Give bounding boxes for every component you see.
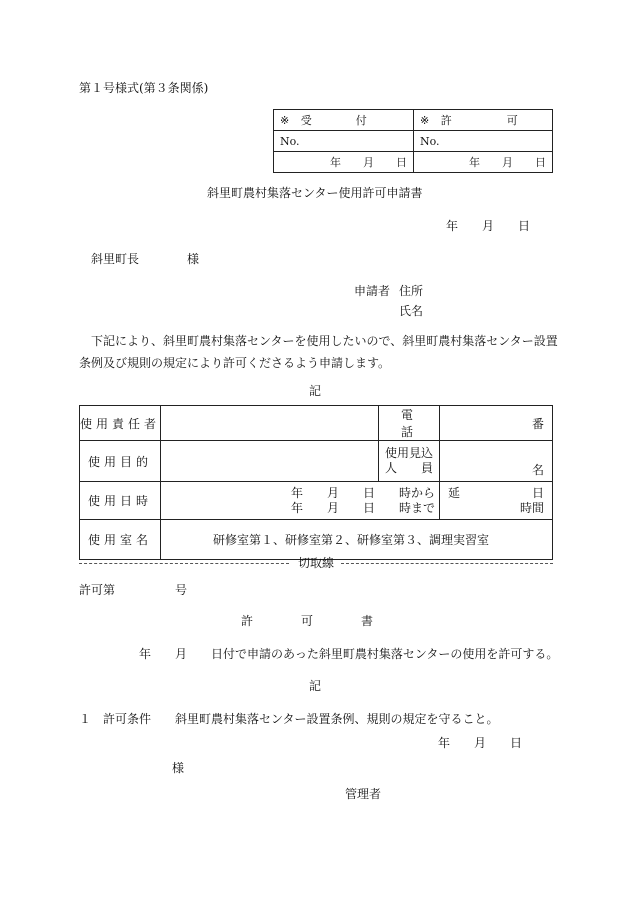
room-label: 使用室名 <box>80 520 161 560</box>
ki-heading-2: 記 <box>309 679 322 693</box>
application-details-table <box>79 405 553 560</box>
applicant-name-label: 氏名 <box>399 304 424 318</box>
duration-value <box>440 482 553 520</box>
duration-hours: 時間 <box>519 500 544 515</box>
receipt-date-right: 年 月 日 <box>414 152 553 173</box>
purpose-label: 使用目的 <box>80 441 161 482</box>
responsible-label: 使用責任者 <box>80 406 161 441</box>
expected-label-line-1: 使用見込 <box>384 446 433 460</box>
permit-number: 許可第 号 <box>79 583 188 597</box>
receipt-no-right: No. <box>414 131 553 152</box>
duration-nobe: 延 <box>448 485 461 500</box>
permit-body: 年 月 日付で申請のあった斜里町農村集落センターの使用を許可する。 <box>139 647 559 661</box>
applicant-label: 申請者 <box>354 284 391 298</box>
cut-line-label: 切取線 <box>298 556 335 570</box>
phone-label: 電 話 <box>379 406 440 441</box>
datetime-from: 年 月 日 時から <box>290 485 435 500</box>
permit-cell <box>414 110 553 131</box>
datetime-value <box>161 482 440 520</box>
phone-value: 番 <box>440 406 553 441</box>
datetime-label: 使用日時 <box>80 482 161 520</box>
application-date: 年 月 日 <box>446 219 531 233</box>
cut-line-left <box>79 563 289 564</box>
body-text-line-1: 下記により、斜里町農村集落センターを使用したいので、斜里町農村集落センター設置 <box>91 334 558 348</box>
received-cell <box>274 110 414 131</box>
received-label: 受 付 <box>300 114 367 127</box>
expected-attendance-value: 名 <box>440 441 553 482</box>
room-value: 研修室第１、研修室第２、研修室第３、調理実習室 <box>161 520 553 560</box>
applicant-address-label: 住所 <box>399 284 424 298</box>
datetime-until: 年 月 日 時まで <box>290 500 435 515</box>
purpose-value <box>161 441 379 482</box>
asterisk-mark: ※ <box>280 114 290 127</box>
expected-attendance-label <box>379 441 440 482</box>
manager-label: 管理者 <box>345 787 382 801</box>
ki-heading: 記 <box>309 384 322 398</box>
asterisk-mark: ※ <box>420 114 430 127</box>
permit-date: 年 月 日 <box>438 736 523 750</box>
body-text-line-2: 条例及び規則の規定により許可くださるよう申請します。 <box>79 356 391 370</box>
application-title: 斜里町農村集落センター使用許可申請書 <box>207 186 423 200</box>
addressee: 斜里町長 様 <box>91 252 200 266</box>
responsible-value <box>161 406 379 441</box>
expected-label-line-2: 人 員 <box>384 461 433 475</box>
cut-line-right <box>341 563 553 564</box>
permit-title: 許 可 書 <box>241 614 374 628</box>
receipt-box <box>273 109 553 173</box>
permit-condition: １ 許可条件 斜里町農村集落センター設置条例、規則の規定を守ること。 <box>79 712 499 726</box>
form-number: 第１号様式(第３条関係) <box>79 81 209 95</box>
permit-addressee: 様 <box>172 761 185 775</box>
receipt-no-left: No. <box>274 131 414 152</box>
duration-days: 日 <box>531 485 544 500</box>
receipt-date-left: 年 月 日 <box>274 152 414 173</box>
permit-label: 許 可 <box>440 114 518 127</box>
